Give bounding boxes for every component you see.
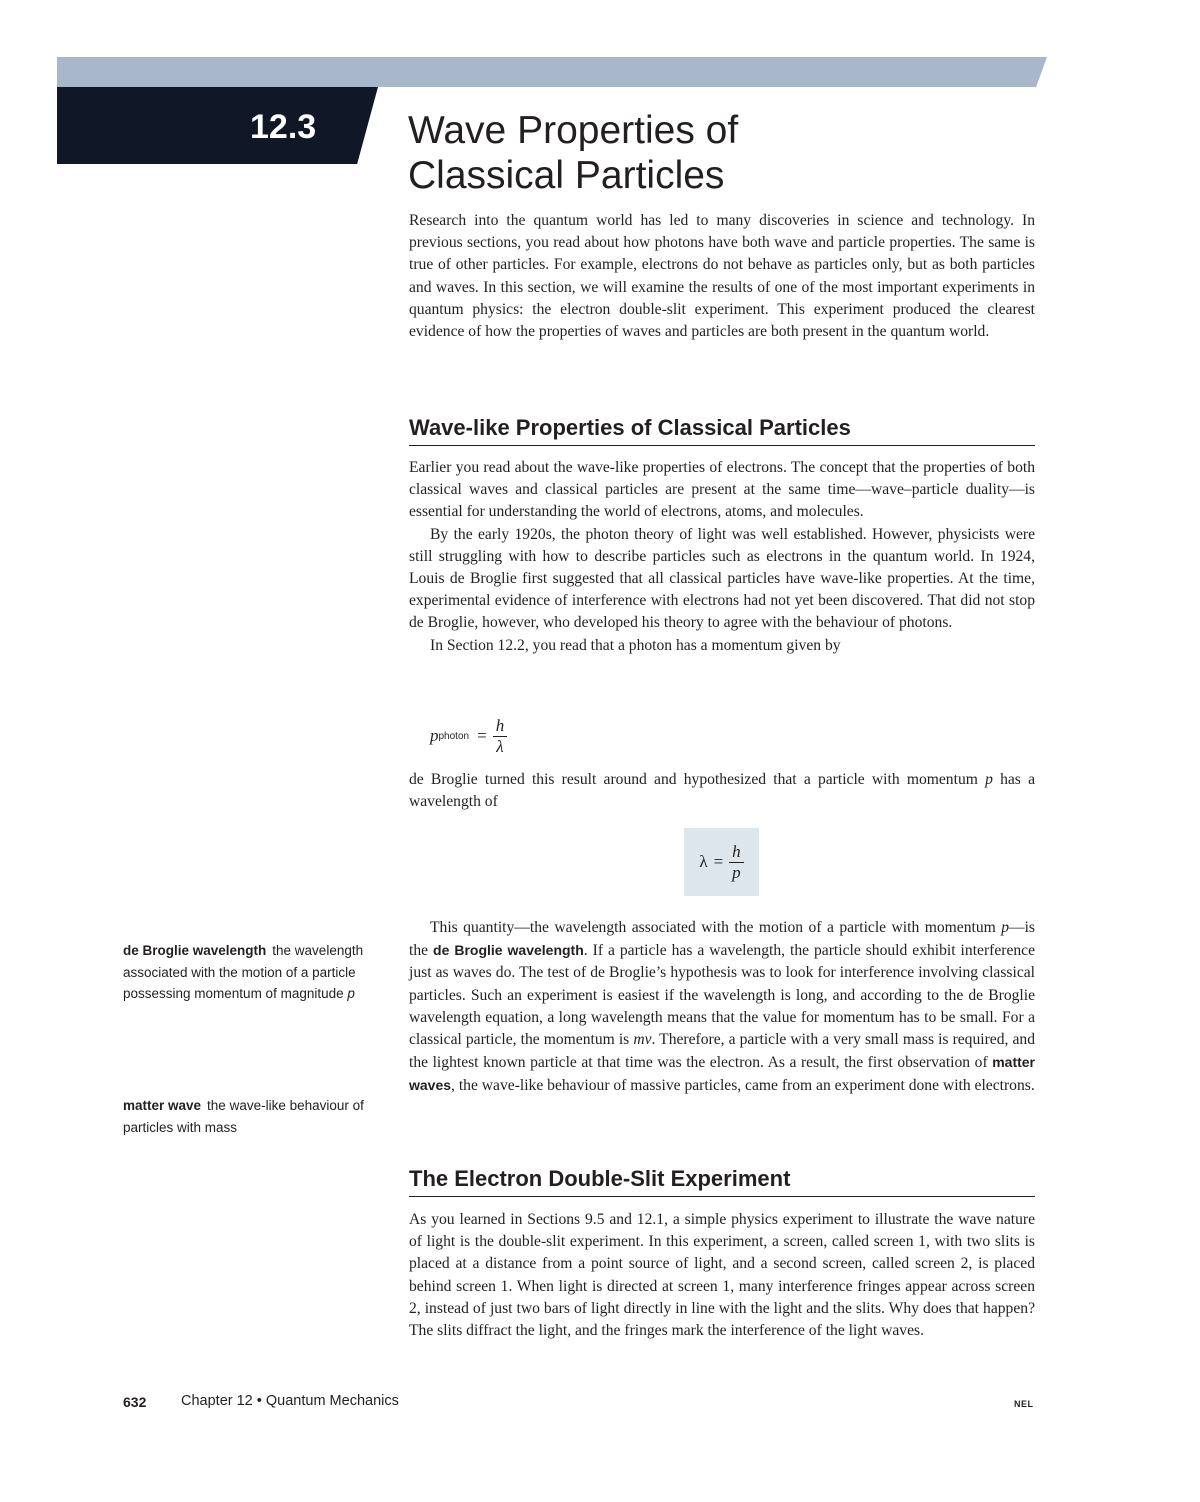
eq1-numerator: h: [493, 716, 508, 737]
wave-like-paragraph-4: [409, 769, 1035, 813]
p5-text-b: —is the: [409, 919, 1035, 960]
p5-text-e: , the wave-like behaviour of massive particles, came from an experiment done with electrons.: [451, 1077, 1035, 1095]
heading-wave-like-properties: Wave-like Properties of Classical Particles: [409, 413, 1035, 446]
wave-like-paragraph-5: [409, 917, 1035, 1098]
section-title-line1: Wave Properties of: [408, 109, 739, 152]
wave-like-paragraph-1: Earlier you read about the wave-like properties of electrons. The concept that the properties of both classical waves and classical particles are present at the same time—wave–particle duality—is essential for understanding the world of electrons, atoms, and molecules.: [409, 459, 1035, 521]
header-band: [57, 57, 1047, 87]
p4-text-b: has a wavelength of: [409, 771, 1035, 811]
eq2-fraction: [729, 842, 744, 883]
keyword-de-broglie-wavelength: de Broglie wavelength: [433, 942, 584, 959]
eq2-lhs: λ: [699, 852, 708, 871]
de-broglie-equation-box: [684, 828, 759, 896]
section-title-line2: Classical Particles: [408, 154, 725, 197]
eq1-fraction: [493, 716, 508, 757]
glossary-term-de-broglie: de Broglie wavelength: [123, 943, 267, 958]
p4-variable: p: [985, 771, 993, 788]
footer-chapter: Chapter 12 • Quantum Mechanics: [181, 1393, 399, 1409]
p5-text-d: . Therefore, a particle with a very small mass is required, and the lightest known particle at that time was the electron. As a result, the first observation of: [409, 1031, 1036, 1072]
wave-like-text-block: [409, 457, 1035, 657]
glossary-def-de-broglie: the wavelength associated with the motion of a particle possessing momentum of magnitude: [123, 943, 364, 1001]
double-slit-paragraph: As you learned in Sections 9.5 and 12.1, a simple physics experiment to illustrate the wave nature of light is the double-slit experiment. In this experiment, a screen, called screen 1, with two slits is placed at a distance from a point source of light, and a second screen, called screen 2, is placed behind screen 1. When light is directed at screen 1, many interference fringes appear across screen 2, instead of just two bars of light directly in line with the light and the slits. Why does that happen? The slits diffract the light, and the fringes mark the interference of the light waves.: [409, 1211, 1035, 1340]
glossary-var-p: p: [347, 986, 355, 1001]
p5-mv: mv: [633, 1031, 652, 1049]
glossary-matter-wave: [123, 1095, 373, 1138]
intro-paragraph: Research into the quantum world has led to many discoveries in science and technology. In previous sections, you read about how photons have both wave and particle properties. The same is true of other particles. For example, electrons do not behave as particles only, but as both particles and waves. In this section, we will examine the results of one of the most important experiments in quantum physics: the electron double-slit experiment. This experiment produced the clearest evidence of how the properties of waves and particles are both present in the quantum world.: [409, 212, 1035, 341]
page-number: 632: [123, 1394, 147, 1410]
eq1-equals: =: [477, 726, 487, 745]
section-number-tab: [57, 87, 378, 164]
publisher-mark: NEL: [1014, 1399, 1034, 1409]
p5-text-c: . If a particle has a wavelength, the particle should exhibit interference just as waves do. The test of de Broglie’s hypothesis was to look for interference involving classical particles. Such an experiment is easiest if the wavelength is long, and according to the de Broglie wavelength equation, a long wavelength means that the value for momentum has to be small. For a classical particle, the momentum is: [409, 942, 1036, 1049]
heading-electron-double-slit: The Electron Double-Slit Experiment: [409, 1164, 1035, 1197]
p5-variable: p: [1001, 919, 1009, 936]
eq1-lhs: p: [430, 726, 439, 745]
section-title: [408, 108, 738, 198]
eq1-denominator: λ: [496, 736, 504, 756]
eq1-lhs-subscript: photon: [438, 730, 470, 742]
glossary-def-matter-wave: the wave-like behaviour of particles with mass: [123, 1098, 364, 1135]
eq2-denominator: p: [732, 862, 741, 882]
section-number: 12.3: [250, 108, 317, 146]
eq2-numerator: h: [729, 842, 744, 863]
wave-like-paragraph-3: In Section 12.2, you read that a photon has a momentum given by: [430, 636, 841, 654]
glossary-term-matter-wave: matter wave: [123, 1098, 202, 1113]
photon-momentum-equation: [430, 712, 550, 760]
p4-text-a: de Broglie turned this result around and hypothesized that a particle with momentum: [409, 771, 986, 788]
eq2-equals: =: [713, 852, 724, 871]
p5-text-a: This quantity—the wavelength associated with the motion of a particle with momentum: [430, 919, 1002, 936]
keyword-matter-waves: matter waves: [409, 1054, 1035, 1094]
glossary-de-broglie-wavelength: [123, 940, 373, 1005]
wave-like-paragraph-2: By the early 1920s, the photon theory of light was well established. However, physicists were still struggling with how to describe particles such as electrons in the quantum world. In 1924, Louis de Broglie first suggested that all classical particles have wave-like properties. At the time, experimental evidence of interference with electrons had not yet been discovered. That did not stop de Broglie, however, who developed his theory to agree with the behaviour of photons.: [409, 525, 1035, 632]
